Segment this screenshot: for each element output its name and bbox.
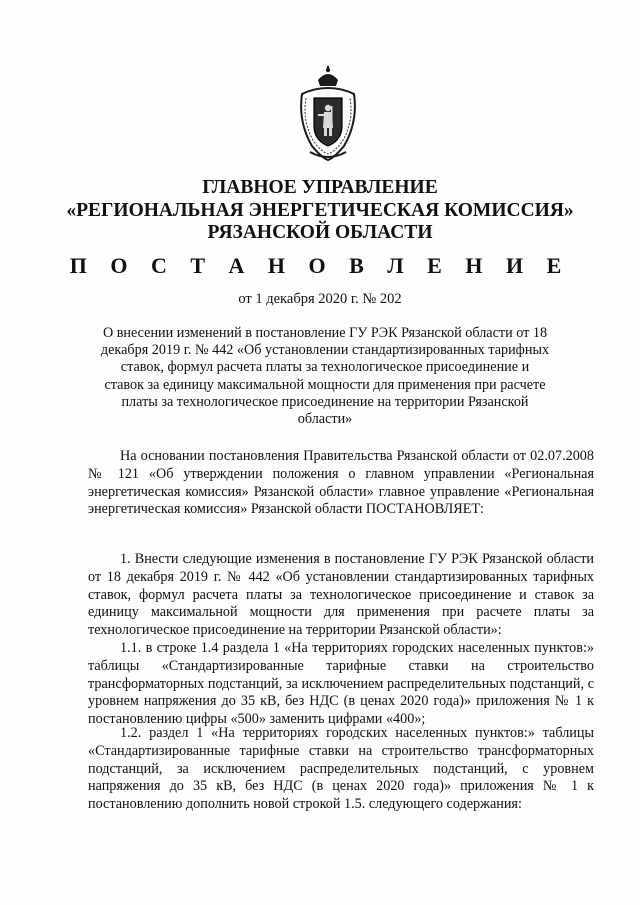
agency-name-line-2: «РЕГИОНАЛЬНАЯ ЭНЕРГЕТИЧЕСКАЯ КОМИССИЯ»	[66, 200, 574, 221]
legal-basis-paragraph: На основании постановления Правительства Рязанской области от 02.07.2008 № 121 «Об утверждении положения о главном управлении «Региональная энергетическая комиссия» Рязанской области» главное управление «Региональная энергетическая комиссия» Рязанской области ПОСТАНОВЛЯЕТ:	[88, 448, 594, 518]
coat-of-arms-emblem	[292, 64, 364, 164]
item-1-1-paragraph: 1.1. в строке 1.4 раздела 1 «На территориях городских населенных пунктов:» таблицы «Стандартизированные тарифные ставки на строительство трансформаторных подстанций, за исключением распределительных подстанций, с уровнем напряжения до 35 кВ, без НДС (в ценах 2020 года)» приложения № 1 к постановлению цифры «500» заменить цифрами «400»;	[88, 640, 594, 728]
agency-name-line-1: ГЛАВНОЕ УПРАВЛЕНИЕ	[202, 177, 438, 198]
document-date-number: от 1 декабря 2020 г. № 202	[238, 291, 402, 307]
agency-name-line-3: РЯЗАНСКОЙ ОБЛАСТИ	[207, 222, 433, 243]
item-1-paragraph: 1. Внести следующие изменения в постановление ГУ РЭК Рязанской области от 18 декабря 2019 г. № 442 «Об установлении стандартизированных тарифных ставок, формул расчета платы за технологическое присоединение и ставок за единицу максимальной мощности для применения при расчете платы за технологическое присоединение на территории Рязанской области»:	[88, 551, 594, 639]
document-subject: О внесении изменений в постановление ГУ РЭК Рязанской области от 18 декабря 2019 г. № 442 «Об установлении стандартизированных тарифных ставок, формул расчета платы за технологическое присоединение и ставок за единицу максимальной мощности для применения при расчете платы за технологическое присоединение на территории Рязанской области»	[100, 325, 550, 428]
item-1-2-paragraph: 1.2. раздел 1 «На территориях городских населенных пунктов:» таблицы «Стандартизированные тарифные ставки на строительство трансформаторных подстанций, за исключением распределительных подстанций, с уровнем напряжения до 35 кВ, без НДС (в ценах 2020 года)» приложения № 1 к постановлению дополнить новой строкой 1.5. следующего содержания:	[88, 725, 594, 813]
document-type-title: П О С Т А Н О В Л Е Н И Е	[69, 253, 571, 278]
